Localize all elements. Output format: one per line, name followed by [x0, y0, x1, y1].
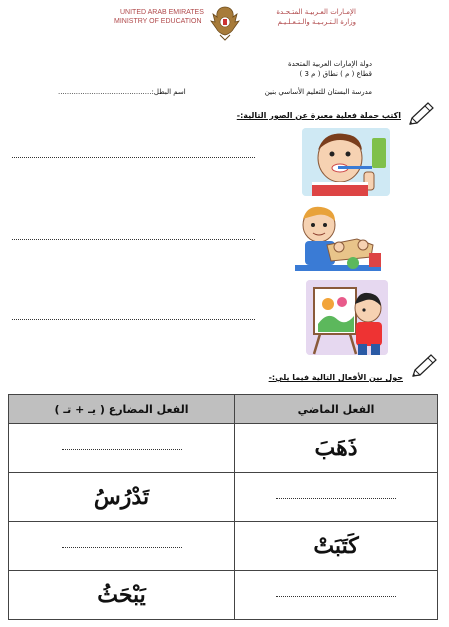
answer-line-1[interactable]: [12, 157, 255, 158]
header-en-line1: UNITED ARAB EMIRATES: [120, 9, 204, 16]
present-cell-2: [9, 473, 235, 522]
table-header-row: [9, 395, 438, 424]
verb-text: كَتَبَتْ: [313, 533, 359, 559]
answer-dots[interactable]: [62, 547, 182, 548]
present-cell-4: [9, 571, 235, 620]
answer-line-3[interactable]: [12, 319, 255, 320]
answer-dots[interactable]: [62, 449, 182, 450]
section2-instruction: حول بين الأفعال التالية فيما يلي:-: [268, 373, 403, 382]
verb-text: يَبْحَثُ: [97, 582, 146, 608]
image-boy-painting: [306, 280, 388, 355]
pencil-icon: [409, 352, 439, 380]
country-line: دولة الإمارات العربية المتحدة: [287, 60, 372, 68]
header-past: الفعل الماضي: [235, 395, 438, 424]
answer-line-2[interactable]: [12, 239, 255, 240]
verb-text: ذَهَبَ: [314, 435, 358, 461]
present-cell-1[interactable]: [9, 424, 235, 473]
name-field[interactable]: اسم البطل:..........................................: [58, 88, 186, 96]
present-cell-3[interactable]: [9, 522, 235, 571]
past-cell-2[interactable]: [235, 473, 438, 522]
emblem-icon: [210, 4, 240, 42]
header-ar-line2: وزارة الـتـربـيـة والـتـعـلـيـم: [277, 18, 356, 26]
image-boy-brushing-teeth: [302, 128, 390, 196]
table-row: [9, 571, 438, 620]
answer-dots[interactable]: [276, 498, 396, 499]
table-row: [9, 424, 438, 473]
header-present: الفعل المضارع ( يـ + تـ ): [9, 395, 235, 424]
answer-dots[interactable]: [276, 596, 396, 597]
image-boy-playing: [287, 203, 387, 275]
pencil-icon: [406, 100, 436, 128]
section1-instruction: اكتب جملة فعلية معبرة عن الصور التالية:-: [236, 111, 401, 120]
past-cell-1: [235, 424, 438, 473]
verb-text: تَدْرُسُ: [93, 484, 150, 510]
header-ar-line1: الإمـارات العـربيـة المتـحـدة: [276, 8, 356, 16]
table-row: [9, 473, 438, 522]
verbs-table: [8, 394, 438, 620]
school-line: مدرسة البستان للتعليم الأساسي بنين: [264, 88, 372, 96]
header-en-line2: MINISTRY OF EDUCATION: [114, 18, 202, 25]
zone-line: قطاع ( م ) نطاق ( م 3 ): [299, 70, 372, 78]
past-cell-3: [235, 522, 438, 571]
table-row: [9, 522, 438, 571]
past-cell-4[interactable]: [235, 571, 438, 620]
